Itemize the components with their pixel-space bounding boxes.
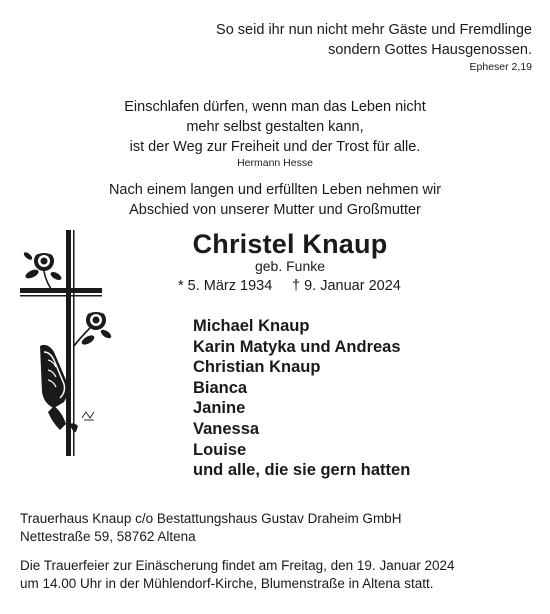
hesse-quote-line-1: Einschlafen dürfen, wenn man das Leben nicht: [124, 99, 426, 115]
hesse-quote-line-3: ist der Weg zur Freiheit und der Trost für alle.: [129, 139, 421, 155]
mourner-item: Michael Knaup: [193, 317, 310, 335]
mourner-item: Janine: [193, 399, 246, 418]
intro-line-2: Abschied von unserer Mutter und Großmutter: [129, 202, 421, 218]
hesse-quote-line-2: mehr selbst gestalten kann,: [186, 119, 364, 135]
address-line-2: Nettestraße 59, 58762 Altena: [20, 529, 196, 544]
maiden-name: geb. Funke: [254, 258, 326, 274]
bible-quote-line-2: sondern Gottes Hausgenossen.: [328, 42, 532, 58]
ceremony-line-1: Die Trauerfeier zur Einäscherung findet am Freitag, den 19. Januar 2024: [20, 558, 455, 573]
mourner-item: Bianca: [193, 378, 248, 397]
mourning-house-address: [20, 510, 401, 546]
death-date: † 9. Januar 2024: [292, 278, 401, 294]
bible-quote: [112, 20, 532, 74]
ceremony-info: [20, 557, 455, 593]
intro-line-1: Nach einem langen und erfüllten Leben nehmen wir: [108, 182, 442, 198]
mourner-item: Karin Matyka und Andreas: [193, 337, 401, 356]
mourner-item: und alle, die sie gern hatten: [193, 461, 411, 480]
deceased-name: Christel Knaup: [192, 229, 388, 259]
mourner-item: Vanessa: [193, 419, 260, 438]
ceremony-line-2: um 14.00 Uhr in der Mühlendorf-Kirche, Blumenstraße in Altena statt.: [20, 576, 434, 591]
mourner-item: Christian Knaup: [193, 358, 321, 377]
cross-with-roses-and-praying-hands-icon: [18, 228, 118, 460]
mourner-item: Louise: [193, 440, 247, 459]
address-line-1: Trauerhaus Knaup c/o Bestattungshaus Gustav Draheim GmbH: [20, 511, 402, 526]
hesse-quote-source: Hermann Hesse: [237, 157, 313, 169]
bible-quote-source: Epheser 2,19: [469, 61, 532, 73]
birth-date: * 5. März 1934: [178, 278, 273, 294]
bible-quote-line-1: So seid ihr nun nicht mehr Gäste und Fremdlinge: [216, 22, 532, 38]
intro-text: [75, 180, 475, 220]
mourners-list: [193, 316, 410, 481]
hesse-quote: [75, 97, 475, 170]
